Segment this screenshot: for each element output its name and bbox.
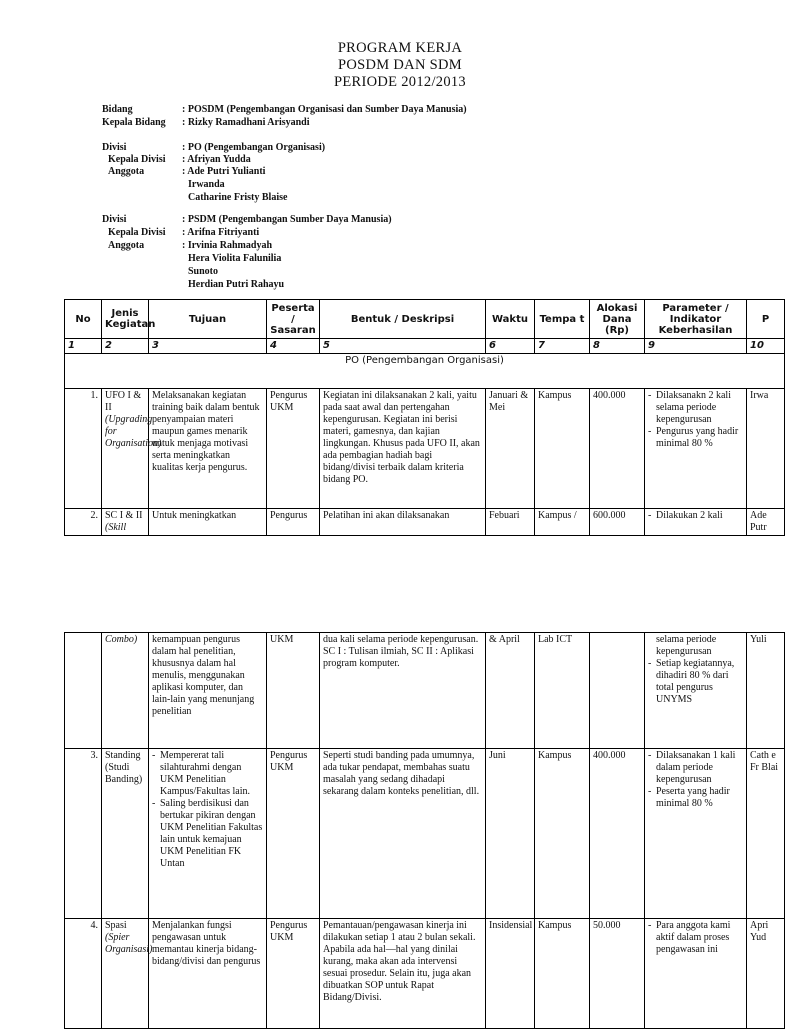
peserta-cell: Pengurus UKM	[267, 919, 320, 1029]
row-no: 2.	[65, 509, 102, 536]
table-row	[65, 919, 785, 1029]
bentuk-cell: Seperti studi banding pada umumnya, ada tukar pendapat, membahas suatu masalah yang sedang dihadapi sekarang dalam konteks penelitian, dll.	[320, 749, 486, 919]
parameter-item: - Peserta yang hadir minimal 80 %	[648, 786, 743, 810]
waktu-cell: & April	[486, 633, 535, 749]
col-number: 8	[590, 339, 645, 354]
alokasi-cell: 400.000	[590, 389, 645, 509]
bentuk-cell: Kegiatan ini dilaksanakan 2 kali, yaitu pada saat awal dan pertengahan kepengurusan. Kegiatan ini berisi materi, gamesnya, dan kajian lingkungan. Khusus pada UFO II, akan ada pembagian hadiah bagi bidang/divisi terbaik dalam kriteria bidang PO.	[320, 389, 486, 509]
row-no	[65, 633, 102, 749]
tujuan-cell: Menjalankan fungsi pengawasan untuk memantau kinerja bidang-bidang/divisi dan pengurus	[149, 919, 267, 1029]
program-table-page-2	[64, 632, 785, 1029]
kepala-divisi-po-value: : Afriyan Yudda	[182, 154, 251, 165]
tujuan-cell: Untuk meningkatkan	[149, 509, 267, 536]
bentuk-cell: Pelatihan ini akan dilaksanakan	[320, 509, 486, 536]
jenis-main: Spasi	[105, 920, 127, 931]
table-row	[65, 749, 785, 919]
tempat-cell: Kampus	[535, 919, 590, 1029]
waktu-cell: Febuari	[486, 509, 535, 536]
header-alokasi: Alokasi Dana (Rp)	[590, 300, 645, 339]
section-title: PO (Pengembangan Organisasi)	[65, 354, 785, 389]
anggota-psdm-1: : Irvinia Rahmadyah	[182, 240, 273, 251]
parameter-item: - Setiap kegiatannya, dihadiri 80 % dari total pengurus UNYMS	[648, 658, 743, 706]
divisi-po-label: Divisi	[102, 142, 127, 153]
tujuan-cell	[149, 749, 267, 919]
anggota-po-1: : Ade Putri Yulianti	[182, 166, 266, 177]
jenis-sub: (Skill	[105, 522, 127, 533]
parameter-cell	[645, 389, 747, 509]
row-no: 1.	[65, 389, 102, 509]
tujuan-cell: kemampuan pengurus dalam hal penelitian, khususnya dalam hal menulis, menggunakan aplikasi komputer, dan lain-lain yang menunjang penelitian	[149, 633, 267, 749]
alokasi-cell: 400.000	[590, 749, 645, 919]
jenis-sub: (Studi Banding)	[105, 762, 143, 785]
row-no: 3.	[65, 749, 102, 919]
parameter-cell	[645, 919, 747, 1029]
parameter-item: - Para anggota kami aktif dalam proses pengawasan ini	[648, 920, 743, 956]
row-no: 4.	[65, 919, 102, 1029]
pj-cell: Cath e Fr Blai	[747, 749, 785, 919]
kepala-bidang-label: Kepala Bidang	[102, 117, 166, 128]
table-row	[65, 633, 785, 749]
tempat-cell: Kampus	[535, 389, 590, 509]
waktu-cell: Insidensial	[486, 919, 535, 1029]
tujuan-item: - Mempererat tali silahturahmi dengan UKM Penelitian Kampus/Fakultas lain.	[152, 750, 263, 798]
parameter-item: - Pengurus yang hadir minimal 80 %	[648, 426, 743, 450]
document-title	[0, 40, 800, 91]
section-row	[65, 354, 785, 389]
header-pj: P	[747, 300, 785, 339]
divisi-psdm-label: Divisi	[102, 214, 127, 225]
tempat-cell: Kampus /	[535, 509, 590, 536]
col-number: 3	[149, 339, 267, 354]
kepala-bidang-value: : Rizky Ramadhani Arisyandi	[182, 117, 310, 128]
tujuan-item: - Saling berdisikusi dan bertukar pikiran dengan UKM Penelitian Fakultas lain untuk kemajuan UKM Penelitian FK Untan	[152, 798, 263, 870]
header-tempat: Tempa t	[535, 300, 590, 339]
bidang-value: : POSDM (Pengembangan Organisasi dan Sumber Daya Manusia)	[182, 104, 467, 115]
header-no: No	[65, 300, 102, 339]
document-page-2	[0, 600, 779, 1024]
kepala-divisi-psdm-label: Kepala Divisi	[108, 227, 166, 238]
anggota-po-label: Anggota	[108, 166, 145, 177]
peserta-cell: Pengurus	[267, 509, 320, 536]
alokasi-cell	[590, 633, 645, 749]
jenis-kegiatan-cell	[102, 389, 162, 509]
parameter-continued: selama periode kepengurusan	[656, 634, 717, 657]
anggota-psdm-label: Anggota	[108, 240, 145, 251]
program-table-page-1	[64, 299, 785, 536]
jenis-sub: (Spier Organisasi)	[105, 932, 153, 955]
jenis-main: Standing	[105, 750, 141, 761]
title-line-3: PERIODE 2012/2013	[334, 74, 466, 90]
header-row	[65, 300, 785, 339]
peserta-cell: UKM	[267, 633, 320, 749]
divisi-psdm-info	[102, 214, 522, 292]
column-number-row	[65, 339, 785, 354]
col-number: 1	[65, 339, 102, 354]
header-jenis-kegiatan: Jenis Kegiatan	[102, 300, 149, 339]
title-line-2: POSDM DAN SDM	[338, 57, 462, 73]
bidang-label: Bidang	[102, 104, 133, 115]
table-row	[65, 509, 785, 536]
bentuk-line: dua kali selama periode kepengurusan.	[323, 634, 479, 645]
tempat-cell: Kampus	[535, 749, 590, 919]
peserta-cell: Pengurus UKM	[267, 749, 320, 919]
jenis-main: SC I & II	[105, 510, 143, 521]
waktu-cell: Januari & Mei	[486, 389, 535, 509]
alokasi-cell: 600.000	[590, 509, 645, 536]
peserta-cell: Pengurus UKM	[267, 389, 320, 509]
jenis-kegiatan-cell	[102, 919, 153, 1029]
parameter-cell	[645, 509, 747, 536]
bidang-info	[102, 104, 522, 130]
pj-cell: Irwa	[747, 389, 785, 509]
parameter-item: - Dilakukan 2 kali	[648, 510, 743, 522]
header-peserta: Peserta / Sasaran	[267, 300, 320, 339]
bentuk-cell: Pemantauan/pengawasan kinerja ini dilakukan setiap 1 atau 2 bulan sekali. Apabila ada hal—hal yang dinilai kurang, maka akan ada intervensi sesuai prosedur. Selain itu, juga akan dibuatkan SOP untuk Rapat Bidang/Divisi.	[320, 919, 486, 1029]
col-number: 2	[102, 339, 149, 354]
tujuan-cell: Melaksanakan kegiatan training baik dalam bentuk penyampaian materi maupun games menarik untuk menjaga motivasi serta meningkatkan kualitas kerja pengurus.	[149, 389, 267, 509]
divisi-po-value: : PO (Pengembangan Organisasi)	[182, 142, 326, 153]
header-bentuk: Bentuk / Deskripsi	[320, 300, 486, 339]
parameter-cell	[645, 633, 747, 749]
title-line-1: PROGRAM KERJA	[337, 40, 463, 56]
pj-cell: Yuli	[747, 633, 785, 749]
anggota-po-3: Catharine Fristy Blaise	[188, 192, 288, 203]
pj-cell: Apri Yud	[747, 919, 785, 1029]
jenis-sub: Combo)	[102, 633, 149, 749]
col-number: 4	[267, 339, 320, 354]
col-number: 9	[645, 339, 747, 354]
parameter-item: - Dilaksanakan 1 kali dalam periode kepengurusan	[648, 750, 743, 786]
waktu-cell: Juni	[486, 749, 535, 919]
divisi-psdm-value: : PSDM (Pengembangan Sumber Daya Manusia)	[182, 214, 392, 225]
col-number: 10	[747, 339, 785, 354]
col-number: 5	[320, 339, 486, 354]
kepala-divisi-psdm-value: : Arifna Fitriyanti	[182, 227, 260, 238]
pj-cell: Ade Putr	[747, 509, 785, 536]
col-number: 7	[535, 339, 590, 354]
jenis-kegiatan-cell	[102, 509, 149, 536]
divisi-po-info	[102, 142, 522, 206]
bentuk-line: SC I : Tulisan ilmiah, SC II : Aplikasi program komputer.	[323, 646, 474, 669]
alokasi-cell: 50.000	[590, 919, 645, 1029]
jenis-kegiatan-cell	[102, 749, 149, 919]
anggota-psdm-4: Herdian Putri Rahayu	[188, 279, 285, 290]
parameter-cell	[645, 749, 747, 919]
anggota-po-2: Irwanda	[188, 179, 225, 190]
jenis-main: UFO I & II	[105, 390, 142, 413]
anggota-psdm-3: Sunoto	[188, 266, 219, 277]
jenis-sub: (Upgrading for Organisation)	[105, 414, 162, 449]
bentuk-cell	[320, 633, 486, 749]
header-waktu: Waktu	[486, 300, 535, 339]
kepala-divisi-po-label: Kepala Divisi	[108, 154, 166, 165]
header-parameter: Parameter / Indikator Keberhasilan	[645, 300, 747, 339]
table-row	[65, 389, 785, 509]
parameter-item: - Dilaksanakn 2 kali selama periode kepengurusan	[648, 390, 743, 426]
header-tujuan: Tujuan	[149, 300, 267, 339]
tempat-cell: Lab ICT	[535, 633, 590, 749]
anggota-psdm-2: Hera Violita Falunilia	[188, 253, 282, 264]
col-number: 6	[486, 339, 535, 354]
